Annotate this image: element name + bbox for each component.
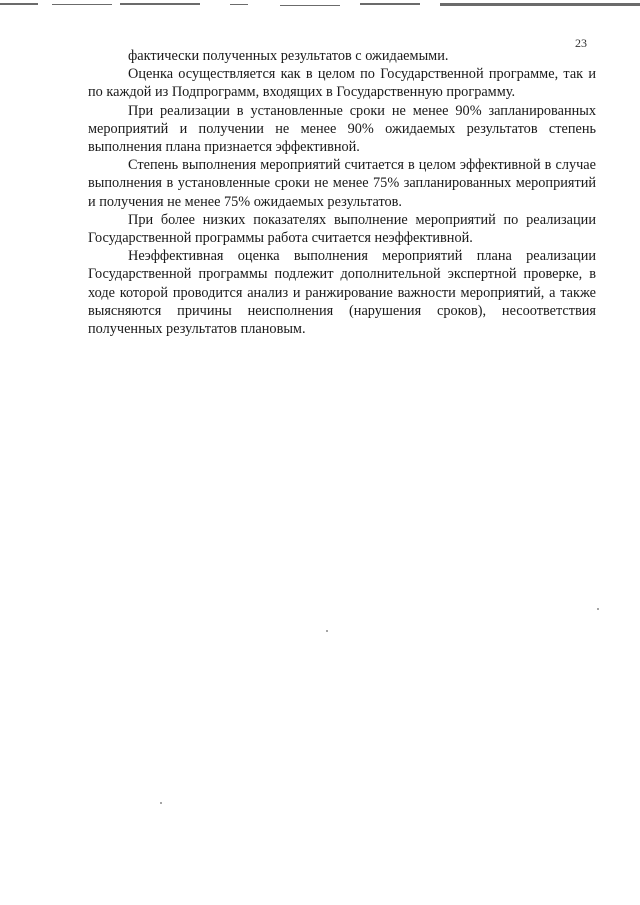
paragraph: Неэффективная оценка выполнения мероприятий плана реализации Государственной программы подлежит дополнительной экспертной проверке, в ходе которой проводится анализ и ранжирование важности мероприятий, а также выясняются причины неисполнения (нарушения сроков), несоответствия полученных результатов плановым. xyxy=(88,248,596,338)
page-number: 23 xyxy=(575,36,587,50)
paragraph: Степень выполнения мероприятий считается в целом эффективной в случае выполнения в установленные сроки не менее 75% запланированных мероприятий и получения не менее 75% ожидаемых результатов. xyxy=(88,157,596,210)
scan-speck xyxy=(597,608,599,610)
scan-speck xyxy=(160,802,162,804)
paragraph: При более низких показателях выполнение мероприятий по реализации Государственной программы работа считается неэффективной. xyxy=(88,211,596,247)
paragraph: фактически полученных результатов с ожидаемыми. xyxy=(128,48,449,64)
paragraph: Оценка осуществляется как в целом по Государственной программе, так и по каждой из Подпрограмм, входящих в Государственную программу. xyxy=(88,66,596,101)
scan-speck xyxy=(326,630,328,632)
scan-edge-artifact xyxy=(0,0,640,14)
document-body xyxy=(88,47,596,338)
paragraph: При реализации в установленные сроки не менее 90% запланированных мероприятий и получении не менее 90% ожидаемых результатов степень выполнения плана признается эффективной. xyxy=(88,102,596,156)
